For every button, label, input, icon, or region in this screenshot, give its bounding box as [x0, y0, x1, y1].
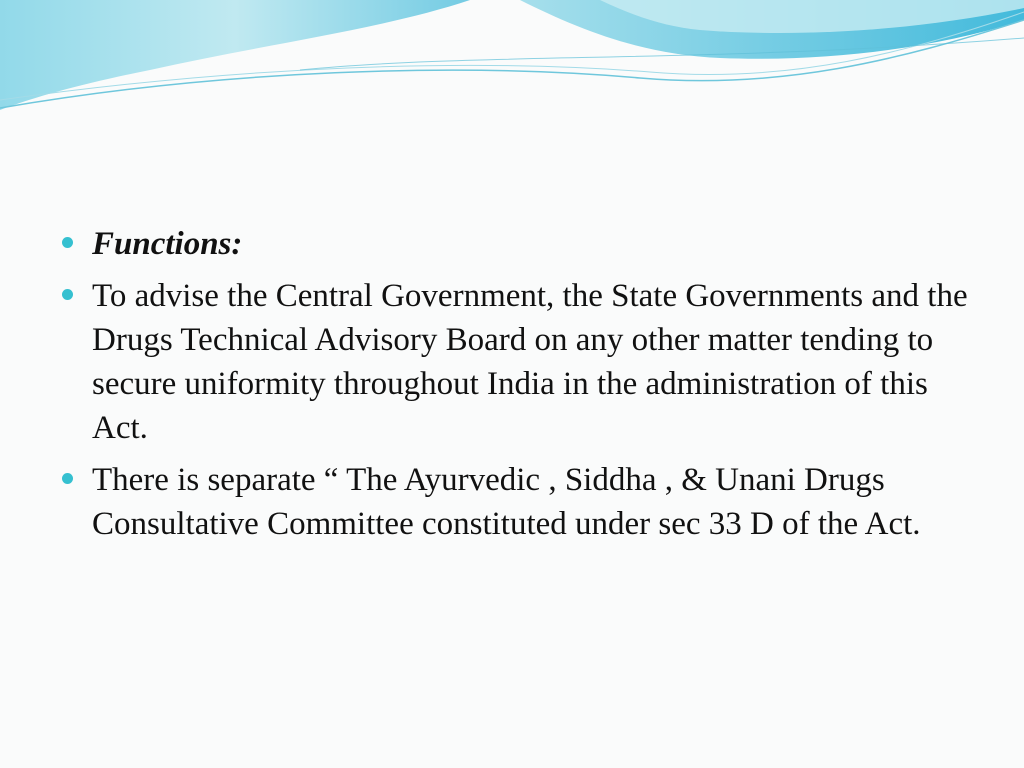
header-wave-decoration: [0, 0, 1024, 120]
bullet-text: To advise the Central Government, the State Governments and the Drugs Technical Advisory Board on any other matter tending to secure uniformity throughout India in the administration of this Act.: [92, 278, 968, 446]
slide-content: [62, 222, 982, 554]
circle-bullet-icon: [62, 237, 73, 248]
bullet-text: There is separate “ The Ayurvedic , Siddha , & Unani Drugs Consultative Committee constituted under sec 33 D of the Act.: [92, 462, 921, 542]
bullet-item-committee: [62, 458, 982, 546]
circle-bullet-icon: [62, 289, 73, 300]
bullet-item-functions: [62, 222, 982, 266]
bullet-item-advise: [62, 274, 982, 450]
circle-bullet-icon: [62, 473, 73, 484]
bullet-heading: Functions:: [92, 226, 243, 262]
bullet-list: [62, 222, 982, 546]
